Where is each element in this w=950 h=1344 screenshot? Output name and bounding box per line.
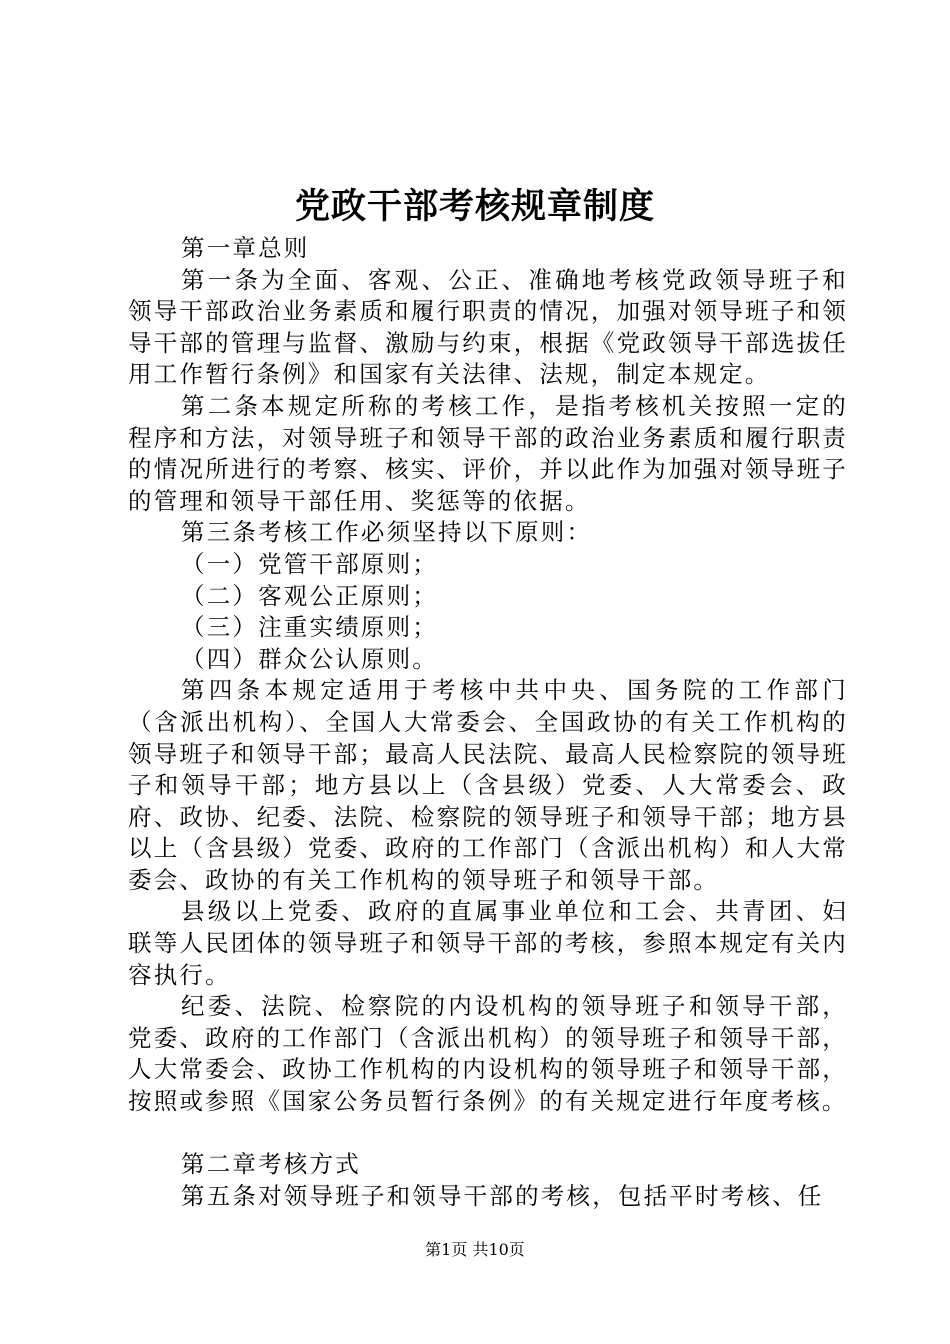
chapter-heading: 第二章考核方式 xyxy=(181,1150,361,1179)
paragraph: 纪委、法院、检察院的内设机构的领导班子和领导干部，党委、政府的工作部门（含派出机构）的领导班子和领导干部，人大常委会、政协工作机构的内设机构的领导班子和领导干部，按照或参照《国家公务员暂行条例》的有关规定进行年度考核。 xyxy=(128,992,848,1116)
paragraph: 第三条考核工作必须坚持以下原则： xyxy=(181,518,593,547)
list-item: （一）党管干部原则； xyxy=(181,549,438,578)
paragraph: 县级以上党委、政府的直属事业单位和工会、共青团、妇联等人民团体的领导班子和领导干部的考核，参照本规定有关内容执行。 xyxy=(128,897,848,989)
paragraph: 第二条本规定所称的考核工作，是指考核机关按照一定的程序和方法，对领导班子和领导干部的政治业务素质和履行职责的情况所进行的考察、核实、评价，并以此作为加强对领导班子的管理和领导干部任用、奖惩等的依据。 xyxy=(128,391,848,515)
document-title: 党政干部考核规章制度 xyxy=(294,186,655,227)
paragraph: 第五条对领导班子和领导干部的考核，包括平时考核、任 xyxy=(181,1181,824,1210)
list-item: （四）群众公认原则。 xyxy=(181,644,438,673)
list-item: （二）客观公正原则； xyxy=(181,581,438,610)
document-body xyxy=(128,233,848,1212)
chapter-heading: 第一章总则 xyxy=(181,234,310,262)
paragraph: 第四条本规定适用于考核中共中央、国务院的工作部门（含派出机构）、全国人大常委会、全国政协的有关工作机构的领导班子和领导干部；最高人民法院、最高人民检察院的领导班子和领导干部；地方县以上（含县级）党委、人大常委会、政府、政协、纪委、法院、检察院的领导班子和领导干部；地方县以上（含县级）党委、政府的工作部门（含派出机构）和人大常委会、政协的有关工作机构的领导班子和领导干部。 xyxy=(128,676,848,894)
list-item: （三）注重实绩原则； xyxy=(181,613,438,642)
page-footer: 第1页 共10页 xyxy=(425,1240,525,1259)
paragraph-spacer xyxy=(128,1118,848,1150)
paragraph: 第一条为全面、客观、公正、准确地考核党政领导班子和领导干部政治业务素质和履行职责的情况，加强对领导班子和领导干部的管理与监督、激励与约束，根据《党政领导干部选拔任用工作暂行条例》和国家有关法律、法规，制定本规定。 xyxy=(128,265,848,389)
